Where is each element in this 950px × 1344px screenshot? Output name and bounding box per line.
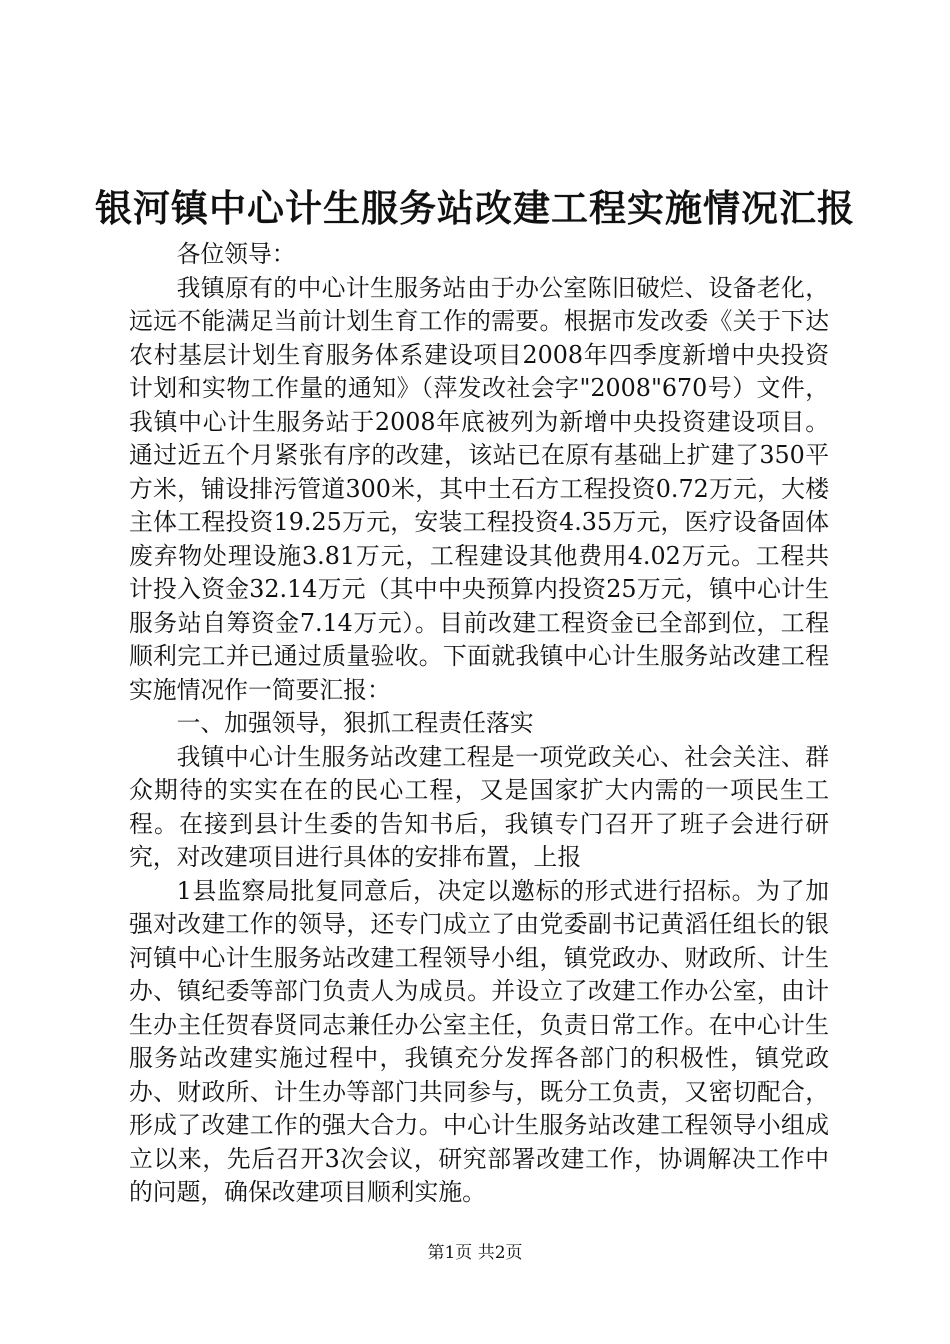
body-paragraph: 1县监察局批复同意后，决定以邀标的形式进行招标。为了加强对改建工作的领导，还专门成立了由党委副书记黄滔任组长的银河镇中心计生服务站改建工程领导小组，镇党政办、财政所、计生办、镇纪委等部门负责人为成员。并设立了改建工作办公室，由计生办主任贺春贤同志兼任办公室主任，负责日常工作。在中心计生服务站改建实施过程中，我镇充分发挥各部门的积极性，镇党政办、财政所、计生办等部门共同参与，既分工负责，又密切配合，形成了改建工作的强大合力。中心计生服务站改建工程领导小组成立以来，先后召开3次会议，研究部署改建工作，协调解决工作中的问题，确保改建项目顺利实施。 xyxy=(129,876,829,1206)
document-body xyxy=(129,238,829,1210)
page-footer: 第1页 共2页 xyxy=(427,1243,523,1263)
document-title: 银河镇中心计生服务站改建工程实施情况汇报 xyxy=(95,186,855,230)
body-paragraph: 我镇中心计生服务站改建工程是一项党政关心、社会关注、群众期待的实实在在的民心工程，又是国家扩大内需的一项民生工程。在接到县计生委的告知书后，我镇专门召开了班子会进行研究，对改建项目进行具体的安排布置，上报 xyxy=(129,742,829,871)
section-heading: 一、加强领导，狠抓工程责任落实 xyxy=(176,709,534,737)
salutation: 各位领导： xyxy=(176,240,296,268)
body-paragraph: 我镇原有的中心计生服务站由于办公室陈旧破烂、设备老化，远远不能满足当前计划生育工作的需要。根据市发改委《关于下达农村基层计划生育服务体系建设项目2008年四季度新增中央投资计划和实物工作量的通知》（萍发改社会字"2008"670号）文件，我镇中心计生服务站于2008年底被列为新增中央投资建设项目。通过近五个月紧张有序的改建，该站已在原有基础上扩建了350平方米，铺设排污管道300米，其中土石方工程投资0.72万元，大楼主体工程投资19.25万元，安装工程投资4.35万元，医疗设备固体废弃物处理设施3.81万元，工程建设其他费用4.02万元。工程共计投入资金32.14万元（其中中央预算内投资25万元，镇中心计生服务站自筹资金7.14万元）。目前改建工程资金已全部到位，工程顺利完工并已通过质量验收。下面就我镇中心计生服务站改建工程实施情况作一简要汇报： xyxy=(129,273,829,704)
